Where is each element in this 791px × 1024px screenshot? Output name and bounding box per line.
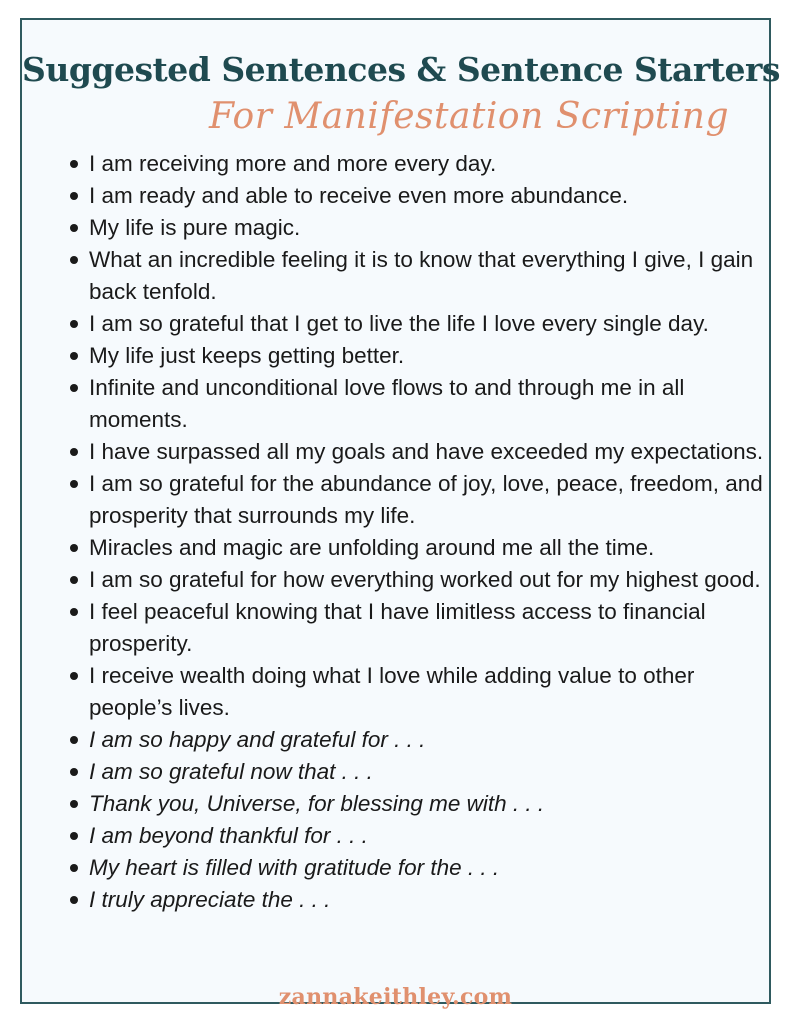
list-item: [66, 180, 766, 212]
bullet-icon: [70, 320, 78, 328]
bullet-icon: [70, 384, 78, 392]
bullet-icon: [70, 768, 78, 776]
list-item-text: I am beyond thankful for . . .: [89, 823, 368, 848]
list-item-text: My life just keeps getting better.: [89, 343, 405, 368]
list-item: [66, 596, 766, 660]
bullet-icon: [70, 736, 78, 744]
list-item: [66, 436, 766, 468]
list-item-text: I feel peaceful knowing that I have limitless access to financial prosperity.: [89, 599, 706, 656]
list-item: [66, 340, 766, 372]
list-item: [66, 244, 766, 308]
list-item: [66, 660, 766, 724]
list-item-text: Infinite and unconditional love flows to and through me in all moments.: [89, 375, 685, 432]
list-item: [66, 852, 766, 884]
list-item-text: I am receiving more and more every day.: [89, 151, 497, 176]
list-item-text: I am so grateful that I get to live the life I love every single day.: [89, 311, 709, 336]
sentence-list: [66, 148, 766, 916]
list-item: [66, 724, 766, 756]
list-item: [66, 756, 766, 788]
bullet-icon: [70, 192, 78, 200]
bullet-icon: [70, 224, 78, 232]
list-item: [66, 212, 766, 244]
list-item: [66, 468, 766, 532]
list-item-text: I have surpassed all my goals and have exceeded my expectations.: [89, 439, 764, 464]
bullet-icon: [70, 608, 78, 616]
bullet-icon: [70, 832, 78, 840]
list-item-text: My life is pure magic.: [89, 215, 301, 240]
bullet-icon: [70, 896, 78, 904]
bullet-icon: [70, 256, 78, 264]
bullet-icon: [70, 672, 78, 680]
list-item: [66, 148, 766, 180]
list-item: [66, 564, 766, 596]
bullet-icon: [70, 864, 78, 872]
bullet-icon: [70, 800, 78, 808]
list-item-text: I am so happy and grateful for . . .: [89, 727, 426, 752]
page-subtitle: For Manifestation Scripting: [209, 96, 729, 137]
list-item-text: Miracles and magic are unfolding around me all the time.: [89, 535, 655, 560]
content-frame: [20, 18, 781, 1010]
bullet-icon: [70, 480, 78, 488]
list-item-text: I am so grateful for the abundance of joy, love, peace, freedom, and prosperity that surrounds my life.: [89, 471, 763, 528]
list-item-text: I truly appreciate the . . .: [89, 887, 331, 912]
list-item: [66, 820, 766, 852]
list-item-text: My heart is filled with gratitude for the . . .: [89, 855, 500, 880]
page-title: Suggested Sentences & Sentence Starters: [22, 50, 781, 89]
bullet-icon: [70, 352, 78, 360]
list-item-text: What an incredible feeling it is to know that everything I give, I gain back tenfold.: [89, 247, 754, 304]
list-item-text: I am so grateful now that . . .: [89, 759, 373, 784]
list-item-text: I receive wealth doing what I love while adding value to other people’s lives.: [89, 663, 695, 720]
footer-website: zannakeithley.com: [278, 984, 513, 1010]
list-item-text: I am ready and able to receive even more abundance.: [89, 183, 629, 208]
list-item: [66, 884, 766, 916]
list-item-text: Thank you, Universe, for blessing me with . . .: [89, 791, 545, 816]
bullet-icon: [70, 544, 78, 552]
list-item: [66, 308, 766, 340]
bullet-icon: [70, 576, 78, 584]
list-item: [66, 788, 766, 820]
list-item-text: I am so grateful for how everything worked out for my highest good.: [89, 567, 761, 592]
bullet-icon: [70, 448, 78, 456]
list-item: [66, 372, 766, 436]
list-item: [66, 532, 766, 564]
bullet-icon: [70, 160, 78, 168]
